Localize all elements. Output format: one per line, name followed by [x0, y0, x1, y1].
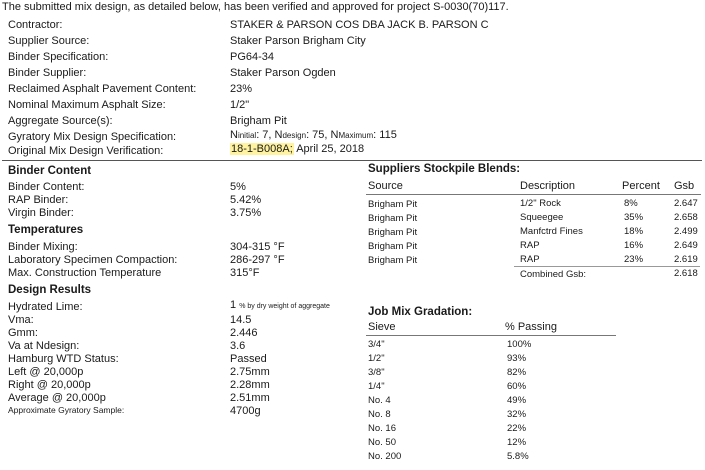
- gradation-row-passing: 5.8%: [507, 451, 529, 462]
- aggregate-source-label: Aggregate Source(s):: [8, 115, 113, 127]
- nominal-size-label: Nominal Maximum Asphalt Size:: [8, 99, 166, 111]
- n-max-symbol: N: [330, 129, 339, 141]
- hydrated-lime-value: [230, 300, 330, 311]
- rap-content-value: 23%: [230, 83, 253, 95]
- gradation-row-passing: 93%: [507, 353, 527, 364]
- aggregate-source-value: Brigham Pit: [230, 115, 287, 127]
- contractor-value: STAKER & PARSON COS DBA JACK B. PARSON C: [230, 19, 489, 31]
- contractor-label: Contractor:: [8, 19, 63, 31]
- gradation-row-passing: 49%: [507, 395, 527, 406]
- verification-id: 18-1-B008A;: [231, 143, 293, 155]
- vma-label: Vma:: [8, 314, 34, 326]
- max-construction-temp-label: Max. Construction Temperature: [8, 267, 162, 279]
- hamburg-value: Passed: [230, 353, 267, 365]
- max-construction-temp-value: 315°F: [230, 267, 260, 279]
- gradation-row-sieve: No. 200: [368, 451, 402, 462]
- binder-mixing-value: 304-315 °F: [230, 241, 285, 253]
- binder-mixing-label: Binder Mixing:: [8, 241, 78, 253]
- nominal-size-value: 1/2": [230, 99, 250, 111]
- gradation-row-passing: 60%: [507, 381, 527, 392]
- right-rut-label: Right @ 20,000p: [8, 379, 91, 391]
- gradation-title: Job Mix Gradation:: [368, 306, 473, 318]
- stockpile-header-description: Description: [520, 180, 576, 192]
- gyratory-spec-label: Gyratory Mix Design Specification:: [8, 131, 177, 143]
- intro-text: The submitted mix design, as detailed below, has been verified and approved for project S-0030(70)117.: [2, 1, 509, 13]
- n-max-sub: Maximum: [338, 131, 374, 140]
- stockpile-row-gsb: 2.649: [674, 240, 698, 251]
- stockpile-row-description: Squeegee: [520, 212, 564, 223]
- stockpile-row-percent: 16%: [624, 240, 644, 251]
- binder-content-label: Binder Content:: [8, 181, 85, 193]
- temperatures-title: Temperatures: [8, 224, 84, 236]
- n-initial-symbol: N: [230, 129, 238, 141]
- stockpile-row-percent: 23%: [624, 254, 644, 265]
- stockpile-row-percent: 8%: [624, 198, 638, 209]
- gyratory-sample-value: 4700g: [230, 405, 261, 417]
- gradation-row-sieve: 3/4": [368, 339, 385, 350]
- left-rut-label: Left @ 20,000p: [8, 366, 84, 378]
- gradation-row-sieve: No. 16: [368, 423, 396, 434]
- gradation-row-passing: 12%: [507, 437, 527, 448]
- combined-gsb-label: Combined Gsb:: [520, 269, 587, 280]
- gyratory-spec-value: [230, 130, 397, 141]
- stockpile-header-source: Source: [368, 180, 403, 192]
- n-initial-value: : 7,: [256, 129, 275, 141]
- combined-gsb-value: 2.618: [674, 268, 698, 279]
- binder-supplier-label: Binder Supplier:: [8, 67, 87, 79]
- stockpile-header-percent: Percent: [622, 180, 660, 192]
- gradation-header-sieve: Sieve: [368, 321, 396, 333]
- lab-compaction-value: 286-297 °F: [230, 254, 285, 266]
- hydrated-lime-number: 1: [230, 299, 237, 311]
- verification-date: April 25, 2018: [293, 143, 365, 155]
- stockpile-row-gsb: 2.499: [674, 226, 698, 237]
- supplier-source-value: Staker Parson Brigham City: [230, 35, 366, 47]
- stockpile-row-source: Brigham Pit: [368, 199, 418, 210]
- hamburg-label: Hamburg WTD Status:: [8, 353, 119, 365]
- gradation-row-passing: 82%: [507, 367, 527, 378]
- stockpile-header-rule: [366, 194, 701, 195]
- gradation-row-sieve: No. 4: [368, 395, 391, 406]
- verification-value: [230, 144, 364, 155]
- n-design-sub: design: [282, 131, 307, 140]
- gmm-label: Gmm:: [8, 327, 38, 339]
- gradation-row-passing: 100%: [507, 339, 532, 350]
- average-rut-label: Average @ 20,000p: [8, 392, 106, 404]
- binder-spec-value: PG64-34: [230, 51, 275, 63]
- rap-content-label: Reclaimed Asphalt Pavement Content:: [8, 83, 197, 95]
- vma-value: 14.5: [230, 314, 252, 326]
- virgin-binder-value: 3.75%: [230, 207, 262, 219]
- gradation-header-rule: [366, 335, 616, 336]
- stockpile-row-source: Brigham Pit: [368, 227, 418, 238]
- stockpile-header-gsb: Gsb: [674, 180, 695, 192]
- virgin-binder-label: Virgin Binder:: [8, 207, 74, 219]
- stockpile-row-source: Brigham Pit: [368, 213, 418, 224]
- rap-binder-value: 5.42%: [230, 194, 262, 206]
- stockpile-row-source: Brigham Pit: [368, 241, 418, 252]
- stockpile-row-gsb: 2.658: [674, 212, 698, 223]
- average-rut-value: 2.51mm: [230, 392, 270, 404]
- gyratory-sample-label: Approximate Gyratory Sample:: [8, 405, 125, 415]
- stockpile-row-source: Brigham Pit: [368, 255, 418, 266]
- gradation-row-sieve: No. 50: [368, 437, 396, 448]
- gradation-row-sieve: 1/4": [368, 381, 385, 392]
- gradation-row-passing: 32%: [507, 409, 527, 420]
- gradation-row-sieve: 1/2": [368, 353, 385, 364]
- va-label: Va at Ndesign:: [8, 340, 80, 352]
- gmm-value: 2.446: [230, 327, 258, 339]
- va-value: 3.6: [230, 340, 246, 352]
- left-rut-value: 2.75mm: [230, 366, 270, 378]
- stockpile-total-rule: [514, 266, 700, 267]
- section-divider: [2, 160, 702, 161]
- n-initial-sub: initial: [237, 131, 257, 140]
- stockpile-row-description: RAP: [520, 254, 540, 265]
- stockpile-title: Suppliers Stockpile Blends:: [368, 163, 521, 175]
- stockpile-row-percent: 18%: [624, 226, 644, 237]
- rap-binder-label: RAP Binder:: [8, 194, 69, 206]
- stockpile-row-gsb: 2.619: [674, 254, 698, 265]
- design-results-title: Design Results: [8, 284, 92, 296]
- binder-supplier-value: Staker Parson Ogden: [230, 67, 336, 79]
- hydrated-lime-label: Hydrated Lime:: [8, 301, 83, 313]
- n-max-value: : 115: [373, 129, 397, 141]
- binder-spec-label: Binder Specification:: [8, 51, 109, 63]
- hydrated-lime-note: % by dry weight of aggregate: [239, 303, 330, 310]
- binder-content-title: Binder Content: [8, 165, 92, 177]
- supplier-source-label: Supplier Source:: [8, 35, 90, 47]
- stockpile-row-description: 1/2" Rock: [520, 198, 561, 209]
- verification-label: Original Mix Design Verification:: [8, 145, 164, 157]
- gradation-row-passing: 22%: [507, 423, 527, 434]
- stockpile-row-description: RAP: [520, 240, 540, 251]
- gradation-header-passing: % Passing: [505, 321, 557, 333]
- binder-content-value: 5%: [230, 181, 246, 193]
- n-design-symbol: N: [274, 129, 283, 141]
- gradation-row-sieve: 3/8": [368, 367, 385, 378]
- lab-compaction-label: Laboratory Specimen Compaction:: [8, 254, 178, 266]
- stockpile-row-percent: 35%: [624, 212, 644, 223]
- gradation-row-sieve: No. 8: [368, 409, 391, 420]
- n-design-value: : 75,: [306, 129, 331, 141]
- stockpile-row-description: Manfctrd Fines: [520, 226, 583, 237]
- right-rut-value: 2.28mm: [230, 379, 270, 391]
- stockpile-row-gsb: 2.647: [674, 198, 698, 209]
